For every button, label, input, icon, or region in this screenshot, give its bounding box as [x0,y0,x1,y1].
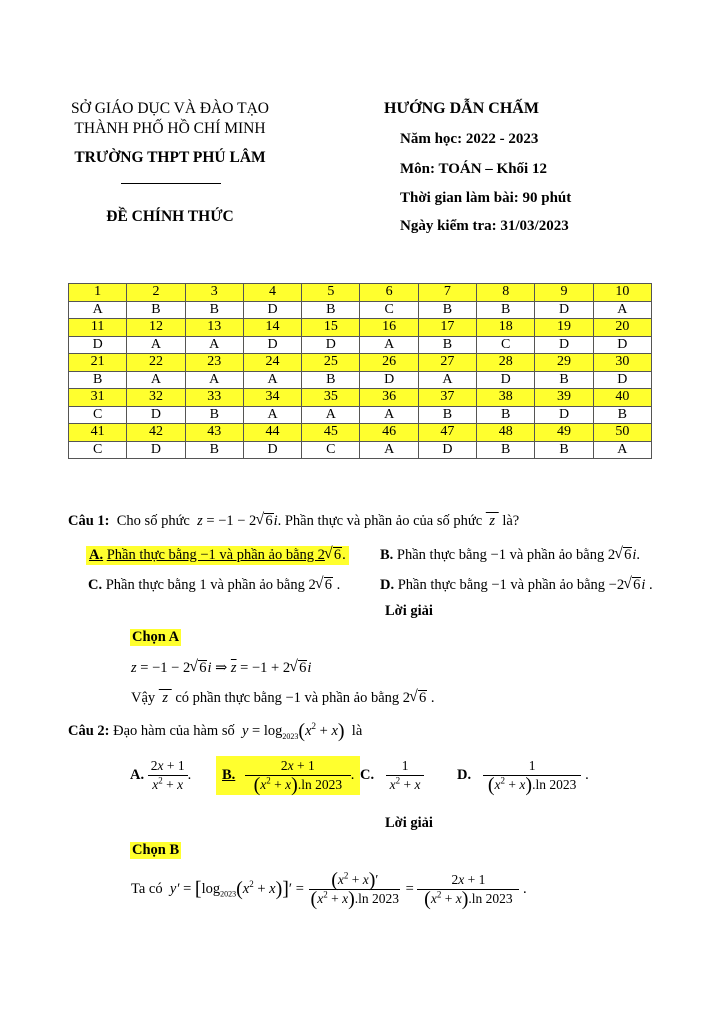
answer-cell: A [302,406,360,424]
question-number-cell: 1 [69,284,127,302]
option-d-text: Phần thực bằng −1 và phần ảo bằng −2 [397,577,625,593]
official-exam-label: ĐỀ CHÍNH THỨC [106,208,234,225]
question-number-cell: 49 [535,424,593,442]
question-number-cell: 44 [243,424,301,442]
question-2-text-a: Đạo hàm của hàm số [113,723,235,739]
question-2-text-b: là [351,723,363,739]
question-1-option-b[interactable]: B. Phần thực bằng −1 và phần ảo bằng 2 √ 6i. [380,547,640,564]
question-number-cell: 32 [127,389,185,407]
question-1-option-c[interactable]: C. Phần thực bằng 1 và phần ảo bằng 2 √ 6 . [88,577,340,594]
answer-cell: C [302,441,360,459]
department-line-2: THÀNH PHỐ HỒ CHÍ MINH [74,120,266,137]
question-number-cell: 41 [69,424,127,442]
answer-cell: A [360,336,418,354]
answer-cell: D [535,406,593,424]
question-1-solution-title: Lời giải [385,603,433,619]
question-1: Câu 1: Cho số phức z = −1 − 2 √ 6i. Phần thực và phần ảo của số phức z là? [68,513,519,530]
answer-cell: A [185,371,243,389]
option-b-label: B. [380,547,394,563]
answer-cell: B [69,371,127,389]
question-2-option-d[interactable]: D. $\frac{1}{(x^2 + x).\ln 2023}$ . [457,758,589,796]
question-number-cell: 6 [360,284,418,302]
answer-cell: B [418,336,476,354]
answer-key-number-row [69,389,652,407]
question-2-choice: Chọn B [132,842,180,858]
subject: Môn: TOÁN – Khối 12 [400,161,547,177]
question-2-option-c[interactable]: C. $\frac{1}{x^2 + x}$ [360,758,424,793]
answer-key-answer-row [69,371,652,389]
option-c-label: C. [88,577,103,593]
answer-cell: B [477,441,535,459]
question-number-cell: 21 [69,354,127,372]
question-number-cell: 10 [593,284,651,302]
question-number-cell: 28 [477,354,535,372]
question-2-work: Ta có $y' = [\log_{2023}(x^2 + x)]'$ = $\frac{(x^2 + x)'}{(x^2 + x).\ln 2023}$ = $\frac{2x + 1}{(x^2 + x).\ln 2023}$ . [131,869,527,910]
question-number-cell: 17 [418,319,476,337]
answer-cell: D [243,336,301,354]
answer-cell: A [360,406,418,424]
option-a-text: Phần thực bằng −1 và phần ảo bằng 2 [106,547,325,563]
answer-cell: D [418,441,476,459]
answer-cell: B [127,301,185,319]
question-number-cell: 3 [185,284,243,302]
question-number-cell: 48 [477,424,535,442]
answer-cell: A [69,301,127,319]
answer-cell: D [69,336,127,354]
question-1-option-d[interactable]: D. Phần thực bằng −1 và phần ảo bằng −2 √ 6i . [380,577,653,594]
question-number-cell: 39 [535,389,593,407]
question-1-conclusion: Vậy z có phần thực bằng −1 và phần ảo bằng 2 √ 6 . [131,690,435,707]
question-1-choice: Chọn A [132,629,180,645]
question-number-cell: 42 [127,424,185,442]
answer-cell: D [593,371,651,389]
question-number-cell: 7 [418,284,476,302]
question-number-cell: 14 [243,319,301,337]
answer-cell: D [535,336,593,354]
question-number-cell: 2 [127,284,185,302]
answer-cell: A [127,371,185,389]
answer-cell: A [593,441,651,459]
answer-cell: C [69,406,127,424]
q2-option-b-label: B. [222,766,236,783]
option-d-label: D. [380,577,395,593]
question-number-cell: 4 [243,284,301,302]
school-name: TRƯỜNG THPT PHÚ LÂM [74,149,266,166]
question-number-cell: 24 [243,354,301,372]
question-number-cell: 5 [302,284,360,302]
question-number-cell: 46 [360,424,418,442]
question-number-cell: 12 [127,319,185,337]
answer-cell: B [185,441,243,459]
answer-cell: C [360,301,418,319]
question-2: Câu 2: Đạo hàm của hàm số $y = \log_{2023}(x^2 + x)$ là [68,720,363,742]
question-number-cell: 38 [477,389,535,407]
answer-cell: B [418,301,476,319]
question-number-cell: 30 [593,354,651,372]
answer-cell: D [243,301,301,319]
option-c-text: Phần thực bằng 1 và phần ảo bằng 2 [105,577,316,593]
question-number-cell: 9 [535,284,593,302]
question-number-cell: 20 [593,319,651,337]
option-b-text: Phần thực bằng −1 và phần ảo bằng 2 [396,547,616,563]
question-number-cell: 25 [302,354,360,372]
answer-cell: D [243,441,301,459]
question-number-cell: 19 [535,319,593,337]
question-number-cell: 47 [418,424,476,442]
q2-option-c-label: C. [360,766,375,783]
exam-date: Ngày kiểm tra: 31/03/2023 [400,218,569,234]
answer-key-answer-row [69,301,652,319]
answer-key-number-row [69,284,652,302]
question-1-text-b: . Phần thực và phần ảo của số phức [277,513,483,529]
answer-cell: D [535,301,593,319]
answer-cell: B [477,301,535,319]
question-number-cell: 15 [302,319,360,337]
answer-key-answer-row [69,441,652,459]
answer-cell: A [243,371,301,389]
guide-title: HƯỚNG DẪN CHẤM [384,100,539,117]
answer-cell: C [69,441,127,459]
question-number-cell: 43 [185,424,243,442]
answer-cell: B [302,371,360,389]
question-number-cell: 27 [418,354,476,372]
question-number-cell: 29 [535,354,593,372]
answer-cell: D [127,441,185,459]
answer-cell: B [535,371,593,389]
question-1-text-c: là? [502,513,520,529]
answer-cell: B [593,406,651,424]
question-2-solution-title: Lời giải [385,815,433,831]
question-2-option-b[interactable]: B. $\frac{2x + 1}{(x^2 + x).\ln 2023}$ . [216,756,360,795]
q2-option-a-label: A. [130,766,145,783]
answer-cell: D [360,371,418,389]
question-number-cell: 16 [360,319,418,337]
question-number-cell: 34 [243,389,301,407]
answer-key-table [68,283,652,459]
header-divider [121,183,221,184]
answer-cell: A [360,441,418,459]
answer-cell: B [185,301,243,319]
school-year: Năm học: 2022 - 2023 [400,131,539,147]
answer-cell: D [593,336,651,354]
answer-cell: D [477,371,535,389]
question-number-cell: 45 [302,424,360,442]
question-number-cell: 31 [69,389,127,407]
question-number-cell: 36 [360,389,418,407]
question-number-cell: 50 [593,424,651,442]
question-2-option-a[interactable]: A. $\frac{2x + 1}{x^2 + x}$ . [130,758,192,792]
question-1-text-a: Cho số phức [116,513,190,529]
answer-key-number-row [69,424,652,442]
question-number-cell: 26 [360,354,418,372]
answer-cell: A [185,336,243,354]
answer-cell: B [185,406,243,424]
question-number-cell: 33 [185,389,243,407]
department-line-1: SỞ GIÁO DỤC VÀ ĐÀO TẠO [71,100,269,117]
question-number-cell: 22 [127,354,185,372]
answer-cell: B [477,406,535,424]
answer-cell: D [127,406,185,424]
question-number-cell: 35 [302,389,360,407]
exam-duration: Thời gian làm bài: 90 phút [400,190,572,206]
answer-cell: D [302,336,360,354]
answer-cell: A [243,406,301,424]
q2-option-d-label: D. [457,766,472,783]
answer-cell: B [535,441,593,459]
question-2-label: Câu 2: [68,723,110,739]
question-number-cell: 11 [69,319,127,337]
answer-cell: B [302,301,360,319]
question-number-cell: 23 [185,354,243,372]
question-number-cell: 37 [418,389,476,407]
answer-cell: A [127,336,185,354]
option-a-label: A. [89,547,104,563]
answer-cell: C [477,336,535,354]
answer-cell: A [593,301,651,319]
answer-key-number-row [69,319,652,337]
question-number-cell: 8 [477,284,535,302]
answer-cell: B [418,406,476,424]
question-1-work: z = −1 − 2 √ 6i ⇒ $\overline{z} = -1 + 2$ √ 6i [131,660,311,677]
answer-cell: A [418,371,476,389]
answer-key-answer-row [69,406,652,424]
question-number-cell: 18 [477,319,535,337]
question-number-cell: 13 [185,319,243,337]
question-number-cell: 40 [593,389,651,407]
answer-key-answer-row [69,336,652,354]
answer-key-number-row [69,354,652,372]
question-1-label: Câu 1: [68,513,110,529]
question-1-option-a[interactable]: A. Phần thực bằng −1 và phần ảo bằng 2 √ 6. [86,546,349,565]
